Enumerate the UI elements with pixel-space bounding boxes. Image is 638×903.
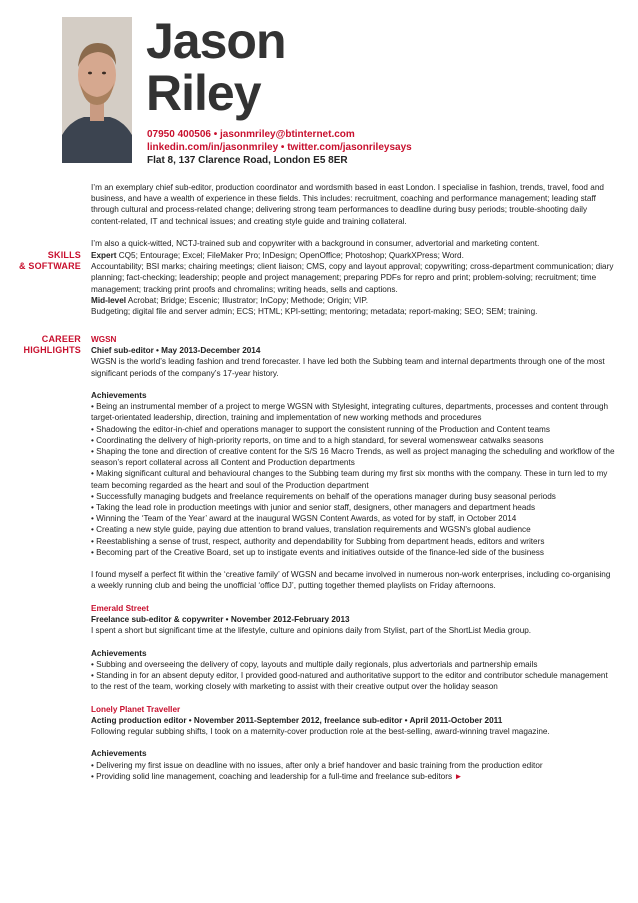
achievement-item: • Reestablishing a sense of trust, respect, authority and dependability for Subbing from department heads, editors and writers	[91, 536, 545, 546]
continue-arrow-icon: ►	[454, 771, 463, 781]
achievements-heading: Achievements	[91, 749, 147, 759]
first-name: Jason	[146, 13, 286, 69]
achievements-heading: Achievements	[91, 648, 147, 658]
expert-label: Expert	[91, 251, 117, 260]
achievement-item: • Winning the ‘Team of the Year’ award at the inaugural WGSN Content Awards, as voted for by staff, in October 2014	[91, 514, 517, 524]
achievement-item: • Standing in for an absent deputy editor, I provided good-natured and authoritative support to the editor and contributor schedule management to the rest of the team, working closely with marketing to assist with their creative output over the holiday season	[91, 671, 608, 692]
achievement-item: • Taking the lead role in production meetings with junior and senior staff, designers, other managers and department heads	[91, 503, 536, 513]
skills-mid-more: Budgeting; digital file and server admin; ECS; HTML; KPI-setting; mentoring; metadata; report-making; SEO; SEM; training.	[91, 307, 538, 317]
job-company: Lonely Planet Traveller	[91, 704, 181, 714]
achievement-item: • Becoming part of the Creative Board, set up to instigate events and initiatives outside of the finance-led side of the business	[91, 547, 544, 557]
job-company: Emerald Street	[91, 603, 149, 613]
mid-label: Mid-level	[91, 295, 127, 305]
achievements-heading: Achievements	[91, 391, 147, 400]
intro-paragraph-1: I’m an exemplary chief sub-editor, production coordinator and wordsmith based in east London. I specialise in fashion, trends, travel, food and business, and have a wealth of experience in these fields. This includes: recruitment, coaching and performance management; leading staff through cultural and process-related change; delivering strong team performances to deadline during busy periods; trouble-shooting daily content-related, IT and technical issues; and creating style guide and training collateral.	[91, 183, 604, 226]
skills-label: SKILLS & SOFTWARE	[19, 250, 81, 272]
profile-photo	[62, 17, 132, 163]
career-section	[91, 334, 615, 782]
job-role: Acting production editor • November 2011-September 2012, freelance sub-editor • April 2011-October 2011	[91, 715, 503, 725]
contact-block	[147, 128, 412, 167]
job-role: Chief sub-editor • May 2013-December 2014	[91, 346, 261, 356]
intro-paragraph-2: I’m also a quick-witted, NCTJ-trained sub and copywriter with a background in consumer, advertorial and marketing content.	[91, 239, 540, 248]
achievement-item: • Shadowing the editor-in-chief and operations manager to support the consistent running of the Production and Content teams	[91, 424, 550, 434]
achievement-item: • Delivering my first issue on deadline with no issues, after only a brief handover and basic training from the production editor	[91, 760, 543, 770]
job-description: Following regular subbing shifts, I took on a maternity-cover production role at the best-selling, award-winning travel magazine.	[91, 727, 550, 737]
last-name: Riley	[146, 65, 261, 121]
job-description: I spent a short but significant time at the lifestyle, culture and opinions daily from Stylist, part of the ShortList Media group.	[91, 626, 532, 636]
achievement-item: • Coordinating the delivery of high-priority reports, on time and to a high standard, for several womenswear catwalks seasons	[91, 435, 544, 445]
intro-section	[91, 182, 615, 249]
achievement-item: • Successfully managing budgets and freelance requirements on behalf of the operations manager during busy seasonal periods	[91, 491, 556, 501]
achievement-item: • Being an instrumental member of a project to merge WGSN with Stylesight, integrating cultures, departments, processes and content through target-orientated leadership, direction, training and implementation of new working methods and procedures	[91, 402, 609, 423]
achievement-item: • Making significant cultural and behavioural changes to the Subbing team during my first six months with the company. These in turn led to my team becoming regarded as the heart and soul of the Production department	[91, 469, 608, 490]
job-role: Freelance sub-editor & copywriter • November 2012-February 2013	[91, 615, 350, 625]
skills-section	[91, 250, 615, 317]
achievement-item: • Creating a new style guide, paying due attention to brand values, translation requirements and WGSN’s global audience	[91, 525, 531, 535]
achievement-item-last: • Providing solid line management, coaching and leadership for a full-time and freelance sub-editors ►	[91, 771, 463, 781]
career-label: CAREER HIGHLIGHTS	[23, 334, 81, 356]
contact-address: Flat 8, 137 Clarence Road, London E5 8ER	[147, 155, 348, 166]
job-company: WGSN	[91, 335, 117, 344]
contact-links[interactable]: linkedin.com/in/jasonmriley • twitter.com/jasonrileysays	[147, 142, 412, 153]
job-closing: I found myself a perfect fit within the ‘creative family’ of WGSN and became involved in numerous non-work enterprises, including co-organising a weekly running club and being the unofficial ‘office DJ’, putting together themed playlists on Friday afternoons.	[91, 570, 611, 591]
achievement-item: • Shaping the tone and direction of creative content for the S/S 16 Macro Trends, as well as project managing the scheduling and workflow of the season’s report collateral across all Content and Production departments	[91, 447, 615, 468]
skills-mid: Mid-level Acrobat; Bridge; Escenic; Illustrator; InCopy; Methode; Origin; VIP.	[91, 295, 369, 305]
achievement-item: • Subbing and overseeing the delivery of copy, layouts and multiple daily regionals, plus advertorials and partnership emails	[91, 659, 538, 669]
skills-expert-more: Accountability; BSI marks; chairing meetings; client liaison; CMS, copy and layout approval; copywriting; cross-department communication; diary planning; fact-checking; leadership; people and project management; preparing PDFs for repro and print; problem-solving; recruitment; time management; tracking print proofs and chromalins; writing heads, sells and captions.	[91, 262, 614, 294]
skills-expert: Expert CQ5; Entourage; Excel; FileMaker Pro; InDesign; OpenOffice; Photoshop; QuarkXPress; Word.	[91, 251, 464, 260]
job-description: WGSN is the world’s leading fashion and trend forecaster. I have led both the Subbing team and internal departments through one of the most significant periods of the company’s 17-year history.	[91, 357, 605, 378]
contact-phone-email[interactable]: 07950 400506 • jasonmriley@btinternet.com	[147, 129, 355, 140]
